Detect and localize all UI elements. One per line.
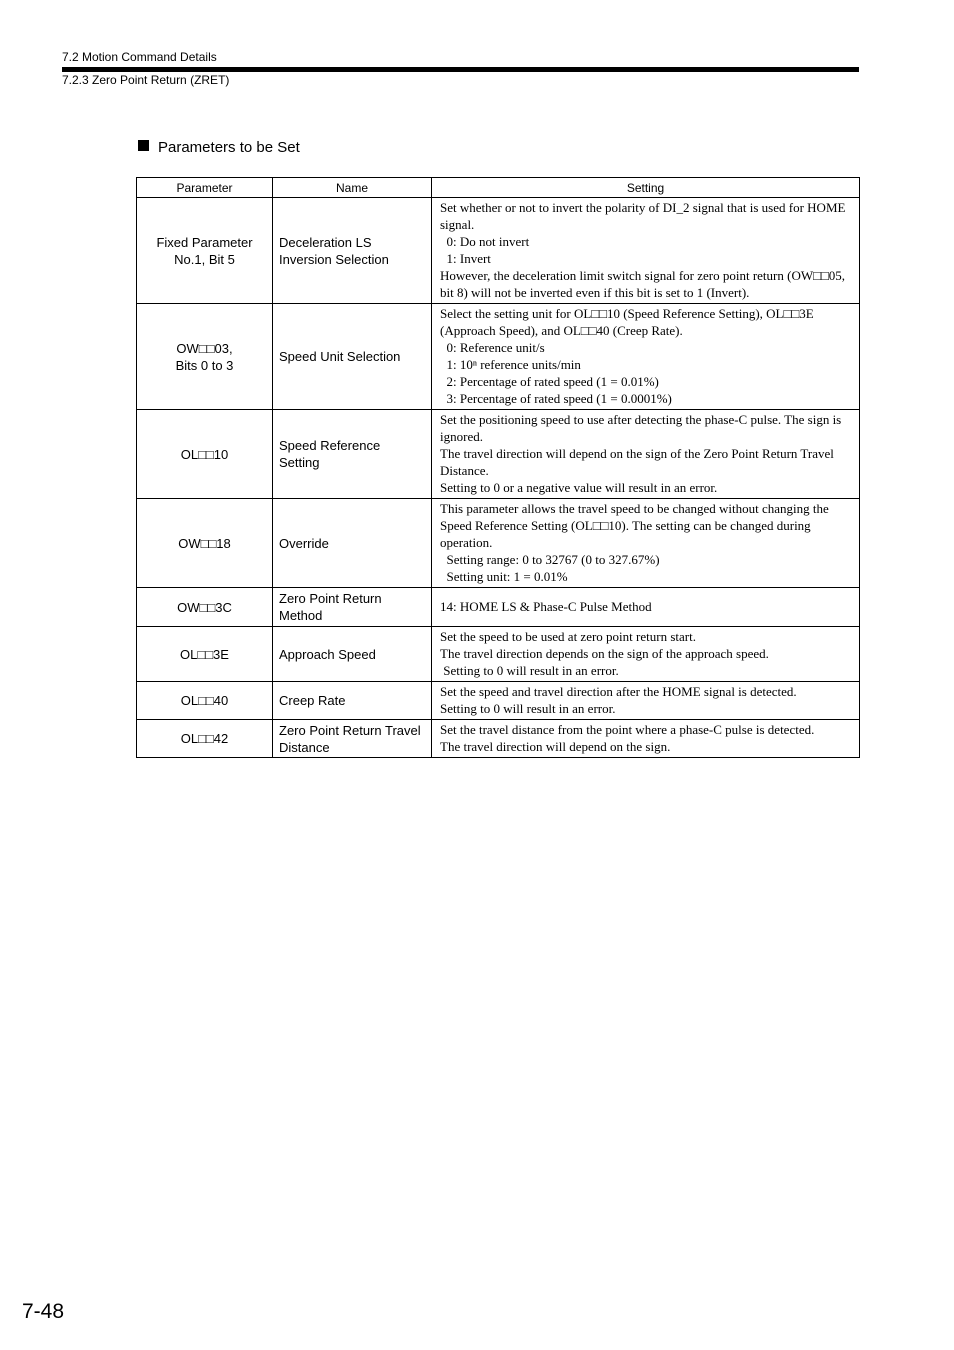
parameter-cell-line: No.1, Bit 5: [174, 251, 235, 267]
parameter-cell: [137, 627, 273, 682]
setting-cell-line: 3: Percentage of rated speed (1 = 0.0001%): [440, 391, 672, 406]
setting-cell-line: Setting range: 0 to 32767 (0 to 327.67%): [440, 552, 660, 567]
setting-cell-line: Setting to 0 or a negative value will result in an error.: [440, 480, 718, 495]
square-bullet-icon: [138, 140, 149, 151]
setting-cell: [432, 682, 860, 720]
setting-cell-line: This parameter allows the travel speed to be changed without changing the Speed Reference Setting (OL□□10). The setting can be changed during operation.: [440, 501, 833, 550]
name-cell: [273, 198, 432, 304]
setting-cell-line: However, the deceleration limit switch signal for zero point return (OW□□05, bit 8) will not be inverted even if this bit is set to 1 (Invert).: [440, 268, 849, 300]
table-row: [137, 720, 860, 758]
name-cell: [273, 304, 432, 410]
table-row: [137, 627, 860, 682]
column-header-name: Name: [273, 178, 432, 198]
parameter-cell: [137, 410, 273, 499]
name-cell-line: Speed Reference: [279, 438, 381, 453]
setting-cell-line: Set the speed and travel direction after the HOME signal is detected.: [440, 684, 797, 699]
table-row: [137, 410, 860, 499]
parameters-table: [136, 177, 860, 758]
table-row: [137, 588, 860, 627]
setting-cell-line: Setting to 0 will result in an error.: [440, 663, 619, 678]
setting-cell-line: 14: HOME LS & Phase-C Pulse Method: [440, 599, 652, 614]
setting-cell-line: Set the speed to be used at zero point return start.: [440, 629, 696, 644]
name-cell: [273, 720, 432, 758]
setting-cell-line: 0: Reference unit/s: [440, 340, 545, 355]
setting-cell-line: 1: Invert: [440, 251, 491, 266]
parameter-cell-line: OL□□3E: [180, 646, 229, 662]
name-cell-line: Speed Unit Selection: [279, 349, 401, 364]
column-header-setting: Setting: [432, 178, 860, 198]
name-cell-line: Deceleration LS: [279, 234, 372, 250]
name-cell-line: Zero Point Return: [279, 591, 382, 606]
parameter-cell: [137, 588, 273, 627]
column-header-parameter: Parameter: [137, 178, 273, 198]
section-title: Parameters to be Set: [158, 139, 300, 156]
running-header-subsection: 7.2.3 Zero Point Return (ZRET): [62, 73, 230, 87]
parameter-cell-line: OL□□10: [180, 446, 229, 462]
parameter-cell-line: Bits 0 to 3: [175, 357, 234, 373]
table-row: [137, 198, 860, 304]
name-cell-line: Override: [279, 535, 329, 551]
setting-cell: [432, 627, 860, 682]
parameter-cell: [137, 682, 273, 720]
parameter-cell-line: OL□□42: [180, 731, 229, 746]
setting-cell-line: 0: Do not invert: [440, 234, 530, 249]
table-row: [137, 304, 860, 410]
parameter-cell: [137, 499, 273, 588]
parameter-cell-line: OW□□3C: [177, 599, 232, 615]
section-heading: [138, 139, 300, 156]
name-cell: [273, 410, 432, 499]
name-cell: [273, 627, 432, 682]
setting-cell-line: Setting unit: 1 = 0.01%: [440, 569, 568, 584]
table-header-row: [137, 178, 860, 198]
setting-cell-line: The travel direction will depend on the sign.: [440, 739, 671, 754]
parameter-cell-line: Fixed Parameter: [156, 234, 253, 250]
header-rule: [62, 67, 859, 72]
name-cell-line: Approach Speed: [279, 646, 376, 662]
name-cell: [273, 682, 432, 720]
table-row: [137, 682, 860, 720]
setting-cell-line: The travel direction will depend on the sign of the Zero Point Return Travel Distance.: [440, 446, 838, 478]
setting-cell-line: Set the positioning speed to use after detecting the phase-C pulse. The sign is ignored.: [440, 412, 845, 444]
name-cell-line: Inversion Selection: [279, 251, 389, 267]
running-header-section: 7.2 Motion Command Details: [62, 50, 217, 64]
setting-cell: [432, 588, 860, 627]
setting-cell-line: 2: Percentage of rated speed (1 = 0.01%): [440, 374, 659, 389]
parameter-cell-line: OL□□40: [180, 693, 229, 708]
setting-cell-line: Select the setting unit for OL□□10 (Speed Reference Setting), OL□□3E (Approach Speed), and OL□□40 (Creep Rate).: [440, 306, 817, 338]
table-row: [137, 499, 860, 588]
parameter-cell: [137, 720, 273, 758]
setting-cell-line: Set the travel distance from the point where a phase-C pulse is detected.: [440, 722, 815, 737]
setting-cell-line: Setting to 0 will result in an error.: [440, 701, 616, 716]
parameter-cell: [137, 198, 273, 304]
setting-cell-line: 1: 10ⁿ reference units/min: [440, 357, 581, 372]
setting-cell: [432, 198, 860, 304]
setting-cell: [432, 304, 860, 410]
page-number: 7-48: [22, 1300, 65, 1323]
setting-cell: [432, 499, 860, 588]
setting-cell: [432, 720, 860, 758]
name-cell: [273, 499, 432, 588]
name-cell-line: Zero Point Return Travel: [279, 722, 421, 738]
parameter-cell-line: OW□□18: [178, 535, 231, 551]
name-cell-line: Setting: [279, 455, 320, 470]
name-cell-line: Distance: [279, 739, 330, 755]
parameter-cell-line: OW□□03,: [176, 340, 233, 356]
name-cell: [273, 588, 432, 627]
name-cell-line: Method: [279, 608, 323, 623]
setting-cell-line: The travel direction depends on the sign of the approach speed.: [440, 646, 769, 661]
parameter-cell: [137, 304, 273, 410]
name-cell-line: Creep Rate: [279, 693, 346, 708]
setting-cell: [432, 410, 860, 499]
setting-cell-line: Set whether or not to invert the polarity of DI_2 signal that is used for HOME signal.: [440, 200, 849, 232]
